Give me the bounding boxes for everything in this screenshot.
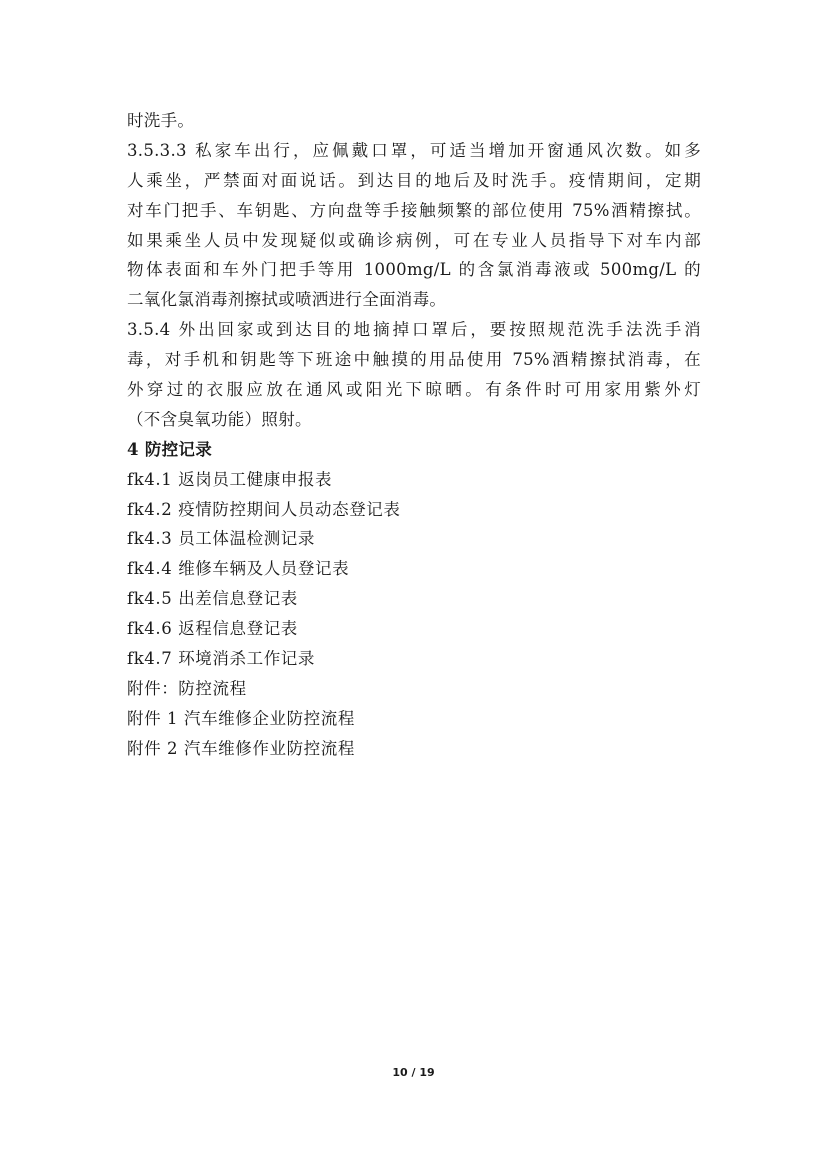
attachment-item: 附件 2 汽车维修作业防控流程: [127, 738, 355, 758]
paragraph-line: 二氧化氯消毒剂擦拭或喷洒进行全面消毒。: [127, 290, 447, 310]
record-item: fk4.1 返岗员工健康申报表: [127, 469, 333, 489]
record-item: fk4.4 维修车辆及人员登记表: [127, 559, 350, 579]
paragraph-line: 3.5.3.3 私家车出行，应佩戴口罩，可适当增加开窗通风次数。如多: [127, 140, 701, 160]
page-number: 10 / 19: [392, 1066, 435, 1079]
record-item: fk4.6 返程信息登记表: [127, 619, 298, 639]
paragraph-line: 外穿过的衣服应放在通风或阳光下晾晒。有条件时可用家用紫外灯: [127, 380, 701, 400]
paragraph-line: 时洗手。: [127, 111, 195, 130]
attachments-list: [127, 674, 701, 764]
section-heading: 4 防控记录: [127, 439, 213, 459]
paragraph-line: 毒，对手机和钥匙等下班途中触摸的用品使用 75%酒精擦拭消毒，在: [127, 350, 701, 370]
paragraph-line: 对车门把手、车钥匙、方向盘等手接触频繁的部位使用 75%酒精擦拭。: [127, 200, 701, 220]
record-item: fk4.5 出差信息登记表: [127, 589, 298, 609]
paragraph-line: 如果乘坐人员中发现疑似或确诊病例，可在专业人员指导下对车内部: [127, 230, 701, 250]
paragraph-line: 3.5.4 外出回家或到达目的地摘掉口罩后，要按照规范洗手法洗手消: [127, 320, 701, 340]
paragraph-line: 物体表面和车外门把手等用 1000mg/L 的含氯消毒液或 500mg/L 的: [127, 260, 701, 280]
attachment-item: 附件：防控流程: [127, 678, 247, 698]
attachment-item: 附件 1 汽车维修企业防控流程: [127, 708, 355, 728]
document-body: [127, 106, 701, 764]
record-item: fk4.7 环境消杀工作记录: [127, 649, 315, 669]
record-item: fk4.3 员工体温检测记录: [127, 529, 315, 549]
section-3-5-3-3: [127, 136, 701, 315]
record-item: fk4.2 疫情防控期间人员动态登记表: [127, 499, 401, 519]
paragraph-line: 人乘坐，严禁面对面说话。到达目的地后及时洗手。疫情期间，定期: [127, 170, 701, 190]
paragraph-line: （不含臭氧功能）照射。: [127, 409, 312, 429]
section-3-5-4: [127, 315, 701, 435]
section-4-records: [127, 435, 701, 674]
